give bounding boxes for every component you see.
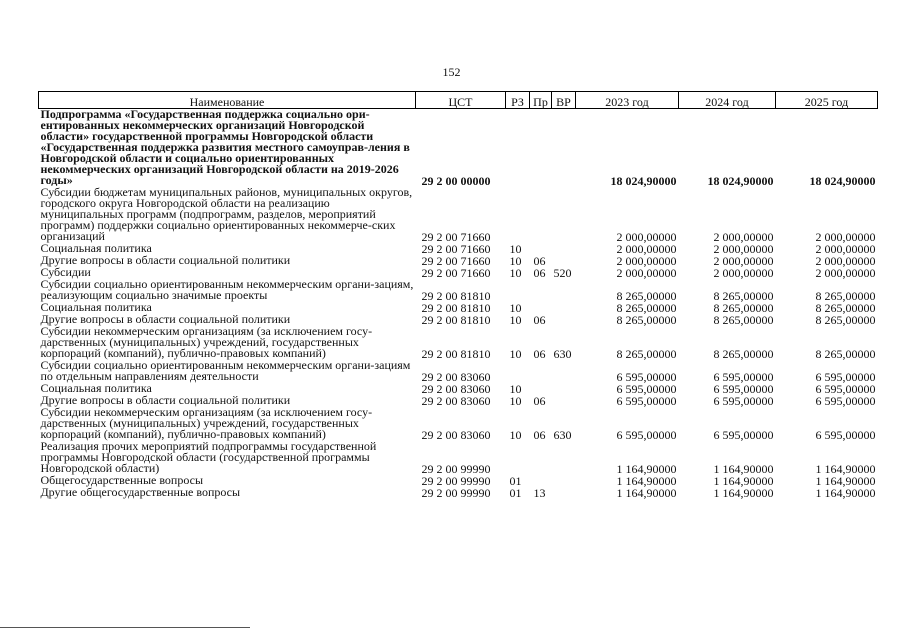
cell-name: Другие вопросы в области социальной политики bbox=[40, 393, 291, 407]
cell-2024: 2 000,00000 bbox=[713, 242, 774, 256]
cell-vr bbox=[552, 243, 576, 255]
cell-cst: 29 2 00 81810 bbox=[421, 289, 491, 303]
cell-name: Другие вопросы в области социальной политики bbox=[40, 253, 291, 267]
table-row bbox=[39, 360, 878, 383]
table-row bbox=[39, 326, 878, 360]
cell-vr bbox=[552, 302, 576, 314]
cell-2024: 1 164,90000 bbox=[713, 462, 774, 476]
cell-2023: 1 164,90000 bbox=[616, 474, 677, 488]
cell-2025: 6 595,00000 bbox=[815, 382, 876, 396]
cell-2023: 2 000,00000 bbox=[616, 242, 677, 256]
cell-2025: 18 024,90000 bbox=[809, 174, 876, 188]
cell-rz: 10 bbox=[509, 382, 522, 396]
cell-vr bbox=[552, 109, 576, 188]
table-row bbox=[39, 407, 878, 441]
table-row bbox=[39, 487, 878, 499]
cell-2024: 6 595,00000 bbox=[713, 394, 774, 408]
cell-2025: 1 164,90000 bbox=[815, 474, 876, 488]
header-name: Наименование bbox=[39, 92, 416, 109]
cell-2023: 18 024,90000 bbox=[610, 174, 677, 188]
cell-cst: 29 2 00 81810 bbox=[421, 347, 491, 361]
cell-2024: 2 000,00000 bbox=[713, 266, 774, 280]
cell-cst: 29 2 00 81810 bbox=[421, 301, 491, 315]
cell-rz: 01 bbox=[509, 474, 522, 488]
cell-pr bbox=[530, 441, 552, 475]
cell-vr: 630 bbox=[553, 347, 572, 361]
cell-rz: 10 bbox=[509, 254, 522, 268]
cell-name: Социальная политика bbox=[40, 300, 152, 314]
cell-vr bbox=[552, 475, 576, 487]
cell-2024: 6 595,00000 bbox=[713, 428, 774, 442]
cell-pr: 06 bbox=[533, 254, 546, 268]
cell-vr bbox=[552, 487, 576, 499]
cell-name: Реализация прочих мероприятий подпрограммы государственной программы Новгородской области (государственной программы Новгородской области) bbox=[40, 439, 377, 475]
cell-cst: 29 2 00 71660 bbox=[421, 230, 491, 244]
cell-name: Подпрограмма «Государственная поддержка социально ори-ентированных некоммерческих организаций Новгородской области» государственной программы Новгородской области «Государственная поддержка развития местного самоуправ-ления в Новгородской области и социально ориентированных некоммерческих организаций Новгородской области на 2019-2026 годы» bbox=[40, 107, 410, 187]
footer-divider bbox=[0, 627, 250, 628]
header-2023: 2023 год bbox=[576, 92, 679, 109]
cell-2023: 2 000,00000 bbox=[616, 266, 677, 280]
budget-table bbox=[38, 91, 878, 499]
cell-rz: 10 bbox=[509, 242, 522, 256]
table-body bbox=[39, 109, 878, 500]
cell-pr: 06 bbox=[533, 313, 546, 327]
cell-2025: 2 000,00000 bbox=[815, 254, 876, 268]
cell-name: Субсидии бюджетам муниципальных районов, муниципальных округов, городского округа Новгородской области на реализацию муниципальных программ (подпрограмм, разделов, мероприятий программ) поддержки социально ориентированных некоммерче-ских организаций bbox=[40, 185, 413, 243]
cell-cst: 29 2 00 71660 bbox=[421, 266, 491, 280]
cell-pr: 06 bbox=[533, 347, 546, 361]
header-cst: ЦСТ bbox=[416, 92, 506, 109]
cell-cst: 29 2 00 83060 bbox=[421, 428, 491, 442]
table-row bbox=[39, 441, 878, 475]
cell-2025: 1 164,90000 bbox=[815, 486, 876, 500]
cell-cst: 29 2 00 00000 bbox=[421, 174, 491, 188]
cell-cst: 29 2 00 71660 bbox=[421, 242, 491, 256]
header-2024: 2024 год bbox=[679, 92, 776, 109]
cell-cst: 29 2 00 83060 bbox=[421, 370, 491, 384]
cell-name: Субсидии некоммерческим организациям (за исключением госу-дарственных (муниципальных) учреждений, государственных корпораций (компаний), публично-правовых компаний) bbox=[40, 405, 373, 441]
cell-2025: 6 595,00000 bbox=[815, 370, 876, 384]
cell-2023: 6 595,00000 bbox=[616, 428, 677, 442]
cell-cst: 29 2 00 99990 bbox=[421, 486, 491, 500]
cell-rz bbox=[506, 441, 530, 475]
cell-vr bbox=[552, 441, 576, 475]
cell-2023: 6 595,00000 bbox=[616, 382, 677, 396]
cell-name: Субсидии социально ориентированным некоммерческим органи-зациям, реализующим социально значимые проекты bbox=[40, 277, 414, 302]
cell-rz: 10 bbox=[509, 394, 522, 408]
cell-cst: 29 2 00 71660 bbox=[421, 254, 491, 268]
cell-rz: 01 bbox=[509, 486, 522, 500]
cell-2025: 6 595,00000 bbox=[815, 394, 876, 408]
cell-2025: 8 265,00000 bbox=[815, 313, 876, 327]
cell-2024: 6 595,00000 bbox=[713, 370, 774, 384]
cell-cst: 29 2 00 99990 bbox=[421, 474, 491, 488]
cell-vr bbox=[552, 360, 576, 383]
cell-2024: 8 265,00000 bbox=[713, 289, 774, 303]
cell-2025: 6 595,00000 bbox=[815, 428, 876, 442]
cell-2023: 8 265,00000 bbox=[616, 289, 677, 303]
cell-pr: 06 bbox=[533, 428, 546, 442]
cell-vr: 520 bbox=[553, 266, 572, 280]
cell-cst: 29 2 00 99990 bbox=[421, 462, 491, 476]
cell-vr: 630 bbox=[553, 428, 572, 442]
cell-2024: 1 164,90000 bbox=[713, 486, 774, 500]
cell-2025: 8 265,00000 bbox=[815, 347, 876, 361]
cell-pr bbox=[530, 360, 552, 383]
cell-rz bbox=[506, 109, 530, 188]
cell-pr bbox=[530, 279, 552, 302]
cell-2023: 6 595,00000 bbox=[616, 394, 677, 408]
table-row bbox=[39, 109, 878, 188]
cell-2023: 8 265,00000 bbox=[616, 313, 677, 327]
cell-cst: 29 2 00 83060 bbox=[421, 382, 491, 396]
cell-2023: 6 595,00000 bbox=[616, 370, 677, 384]
cell-name: Общегосударственные вопросы bbox=[40, 473, 204, 487]
cell-name: Субсидии bbox=[40, 265, 91, 279]
cell-2025: 2 000,00000 bbox=[815, 230, 876, 244]
cell-2025: 8 265,00000 bbox=[815, 301, 876, 315]
cell-vr bbox=[552, 187, 576, 243]
cell-2024: 6 595,00000 bbox=[713, 382, 774, 396]
page-number: 152 bbox=[442, 65, 461, 79]
cell-2024: 8 265,00000 bbox=[713, 313, 774, 327]
cell-rz: 10 bbox=[509, 301, 522, 315]
cell-2024: 1 164,90000 bbox=[713, 474, 774, 488]
cell-rz bbox=[506, 360, 530, 383]
cell-pr: 06 bbox=[533, 394, 546, 408]
cell-name: Социальная политика bbox=[40, 381, 152, 395]
cell-cst: 29 2 00 81810 bbox=[421, 313, 491, 327]
cell-rz: 10 bbox=[509, 313, 522, 327]
header-vr: ВР bbox=[552, 92, 576, 109]
cell-2023: 2 000,00000 bbox=[616, 254, 677, 268]
cell-2025: 8 265,00000 bbox=[815, 289, 876, 303]
cell-2023: 8 265,00000 bbox=[616, 301, 677, 315]
cell-name: Субсидии социально ориентированным некоммерческим органи-зациям по отдельным направлениям деятельности bbox=[40, 358, 411, 383]
cell-vr bbox=[552, 383, 576, 395]
cell-vr bbox=[552, 314, 576, 326]
cell-pr bbox=[530, 187, 552, 243]
cell-rz bbox=[506, 187, 530, 243]
cell-2025: 2 000,00000 bbox=[815, 266, 876, 280]
cell-rz: 10 bbox=[509, 347, 522, 361]
cell-2023: 2 000,00000 bbox=[616, 230, 677, 244]
cell-2024: 8 265,00000 bbox=[713, 347, 774, 361]
cell-pr: 06 bbox=[533, 266, 546, 280]
cell-rz: 10 bbox=[509, 266, 522, 280]
cell-2024: 2 000,00000 bbox=[713, 254, 774, 268]
cell-2024: 18 024,90000 bbox=[707, 174, 774, 188]
header-2025: 2025 год bbox=[776, 92, 878, 109]
cell-name: Другие вопросы в области социальной политики bbox=[40, 312, 291, 326]
table-row bbox=[39, 187, 878, 243]
cell-name: Социальная политика bbox=[40, 241, 152, 255]
cell-vr bbox=[552, 279, 576, 302]
cell-2023: 8 265,00000 bbox=[616, 347, 677, 361]
cell-2023: 1 164,90000 bbox=[616, 486, 677, 500]
cell-2025: 1 164,90000 bbox=[815, 462, 876, 476]
cell-2024: 8 265,00000 bbox=[713, 301, 774, 315]
cell-rz bbox=[506, 279, 530, 302]
cell-rz: 10 bbox=[509, 428, 522, 442]
cell-2025: 2 000,00000 bbox=[815, 242, 876, 256]
header-pr: Пр bbox=[530, 92, 552, 109]
cell-cst: 29 2 00 83060 bbox=[421, 394, 491, 408]
cell-2024: 2 000,00000 bbox=[713, 230, 774, 244]
header-rz: РЗ bbox=[506, 92, 530, 109]
cell-pr: 13 bbox=[533, 486, 546, 500]
cell-name: Другие общегосударственные вопросы bbox=[40, 485, 241, 499]
cell-vr bbox=[552, 395, 576, 407]
cell-pr bbox=[530, 109, 552, 188]
cell-name: Субсидии некоммерческим организациям (за исключением госу-дарственных (муниципальных) учреждений, государственных корпораций (компаний), публично-правовых компаний) bbox=[40, 324, 373, 360]
cell-2023: 1 164,90000 bbox=[616, 462, 677, 476]
table-header-row bbox=[39, 92, 878, 109]
table-row bbox=[39, 279, 878, 302]
